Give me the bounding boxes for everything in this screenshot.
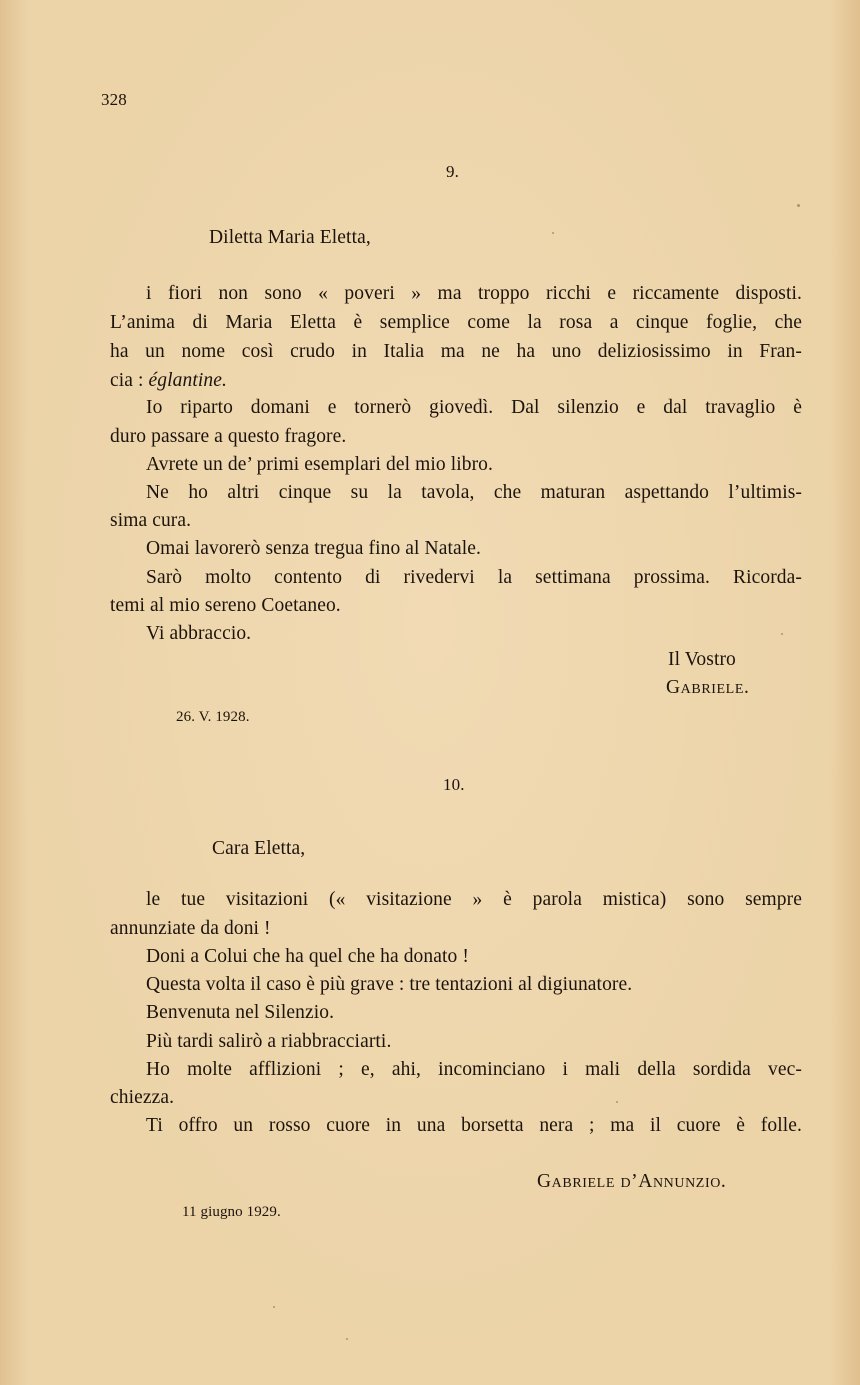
paper-speck [781,633,783,635]
letter-line: Io riparto domani e tornerò giovedì. Dal silenzio e dal travaglio è [146,397,802,418]
letter-date: 11 giugno 1929. [182,1204,281,1220]
letter-line: ha un nome così crudo in Italia ma ne ha uno deliziosissimo in Fran- [110,341,802,362]
letter-salutation: Diletta Maria Eletta, [209,227,371,248]
letter-line: i fiori non sono « poveri » ma troppo ricchi e riccamente disposti. [146,283,802,304]
letter-line: sima cura. [110,510,192,531]
letter-line: L’anima di Maria Eletta è semplice come la rosa a cinque foglie, che [110,312,802,333]
page-number: 328 [101,90,127,109]
letter-line: duro passare a questo fragore. [110,426,347,447]
letter-signature: Gabriele. [666,677,750,698]
letter-line: Ne ho altri cinque su la tavola, che maturan aspettando l’ultimis- [146,482,802,503]
letter-line: Questa volta il caso è più grave : tre tentazioni al digiunatore. [146,974,633,995]
letter-line: temi al mio sereno Coetaneo. [110,595,341,616]
letter-line: Sarò molto contento di rivedervi la settimana prossima. Ricorda- [146,567,802,588]
letter-date: 26. V. 1928. [176,709,250,725]
italic-word: églantine. [148,370,227,391]
letter-line-text: cia : [110,370,144,391]
letter-line: Benvenuta nel Silenzio. [146,1002,335,1023]
letter-line: Ho molte afflizioni ; e, ahi, incominciano i mali della sordida vec- [146,1059,802,1080]
letter-line: Omai lavorerò senza tregua fino al Natale. [146,538,482,559]
letter-line: Più tardi salirò a riabbracciarti. [146,1031,392,1052]
letter-line: Doni a Colui che ha quel che ha donato ! [146,946,469,967]
letter-line: Vi abbraccio. [146,623,252,644]
letter-line: le tue visitazioni (« visitazione » è parola mistica) sono sempre [146,889,802,910]
letter-line [110,369,227,393]
paper-speck [346,1338,348,1340]
paper-speck [616,1101,618,1103]
letter-line: Ti offro un rosso cuore in una borsetta nera ; ma il cuore è folle. [146,1115,802,1136]
paper-speck [273,1306,275,1308]
letter-salutation: Cara Eletta, [212,838,306,859]
letter-number: 10. [443,775,465,794]
letter-line: Avrete un de’ primi esemplari del mio libro. [146,454,493,475]
paper-speck [797,204,800,207]
letter-signature: Gabriele d’Annunzio. [537,1171,727,1192]
letter-line: chiezza. [110,1087,175,1108]
paper-speck [552,232,554,234]
letter-closing: Il Vostro [668,649,736,670]
letter-number: 9. [446,162,459,181]
letter-line: annunziate da doni ! [110,918,271,939]
